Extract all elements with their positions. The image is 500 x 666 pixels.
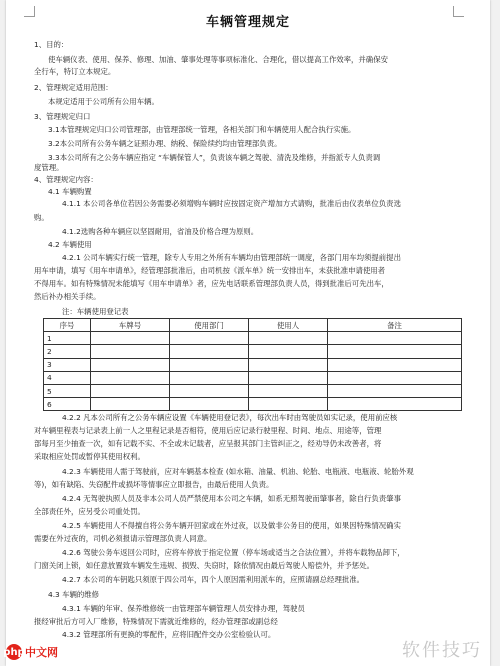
paragraph-line: 不得用车。如有特殊情况未能填写《用车申请单》者，应先电话联系管理部负责人员，得到批准后可先出车， <box>34 279 389 288</box>
table-cell <box>170 332 249 345</box>
paragraph-line: 3.2本公司所有公务车辆之证照办理、纳税、保险续约均由管理部负责。 <box>48 139 282 148</box>
table-header-cell: 备注 <box>328 319 462 332</box>
paragraph-line: 然后补办相关手续。 <box>34 292 101 301</box>
paragraph-line: 对车辆里程表与记录表上前一人之里程记录是否相符，使用后应记录行驶里程、时间、地点、用途等，管理 <box>34 426 382 435</box>
table-cell <box>249 332 328 345</box>
table-cell <box>249 398 328 411</box>
paragraph-line: 4.2.5 车辆使用人不得擅自将公务车辆开回家或在外过夜，以及做非公务目的使用，如果因特殊情况确实 <box>62 521 401 530</box>
table-row <box>44 371 462 384</box>
paragraph-line: 4.2.7 本公司的车钥匙只须原于四公司车，四个人原因需利用派车的，应照请副总经理批准。 <box>62 575 365 584</box>
table-cell: 4 <box>44 371 91 384</box>
paragraph-line: 等)，如有缺陷、失窃配件或损坏等情事应立即报告，由最后使用人负责。 <box>34 480 274 489</box>
table-cell <box>170 345 249 358</box>
paragraph-line: 4.3.1 车辆的年审、保养维修统一由管理部车辆管理人员安排办理，驾驶员 <box>62 604 305 613</box>
paragraph-line: 使车辆仪表、使用、保养、修理、加油、肇事处理等事项标准化、合理化，借以提高工作效率，并确保安 <box>48 55 388 64</box>
paragraph-line: 全部责任外，应另受公司重处罚。 <box>34 507 145 516</box>
table-cell: 6 <box>44 398 91 411</box>
table-row <box>44 345 462 358</box>
vehicle-usage-log-table <box>43 318 462 411</box>
table-cell <box>249 384 328 397</box>
table-cell <box>91 332 170 345</box>
section-heading: 3、管理规定归口 <box>34 112 91 121</box>
table-cell <box>328 371 462 384</box>
table-header-cell: 车牌号 <box>91 319 170 332</box>
table-cell: 2 <box>44 345 91 358</box>
section-heading: 2、管理规定适用范围： <box>34 83 113 92</box>
table-row <box>44 398 462 411</box>
logo-text: 中文网 <box>25 646 58 659</box>
table-cell <box>249 358 328 371</box>
table-caption: 注：车辆使用登记表 <box>62 307 129 316</box>
paragraph-line: 报经审批后方可入厂维修，特殊情况下需就近维修的，经办管理部或副总经 <box>34 617 278 626</box>
table-header-cell: 使用部门 <box>170 319 249 332</box>
paragraph-line: 采取相应处罚或暂停其使用权利。 <box>34 452 145 461</box>
subsection-heading: 4.2 车辆使用 <box>48 240 92 249</box>
paragraph-line: 4.2.6 驾驶公务车返回公司时，应将车停放于指定位置（停车场或适当之合法位置），并将车载物品卸下， <box>62 548 405 557</box>
paragraph-line: 4.3.2 管理部所有更换的零配件，应将旧配件交办公室检验认可。 <box>62 630 276 639</box>
paragraph-line: 全行车，特订立本规定。 <box>34 67 116 76</box>
table-cell: 5 <box>44 384 91 397</box>
table-cell <box>91 371 170 384</box>
paragraph-line: 4.2.1 公司车辆实行统一管理，除专人专用之外所有车辆均由管理部统一调度，各部门用车均须提前提出 <box>62 253 401 262</box>
table-cell: 1 <box>44 332 91 345</box>
table-header-cell: 使用人 <box>249 319 328 332</box>
subsection-heading: 4.3 车辆的维修 <box>48 590 100 599</box>
paragraph-line: 3.3本公司所有之公务车辆应指定 “车辆保管人”，负责该车辆之驾驶、清洗及维修，并指派专人负责调 <box>48 153 381 162</box>
table-row <box>44 384 462 397</box>
table-cell <box>91 358 170 371</box>
table-cell <box>170 398 249 411</box>
paragraph-line: 部每月至少抽查一次，如有记载不实、不全或未记载者，应呈报其部门主管纠正之，经劝导仍未改善者，将 <box>34 439 382 448</box>
table-cell: 3 <box>44 358 91 371</box>
paragraph-line: 4.2.2 凡本公司所有之公务车辆应设置《车辆使用登记表》，每次出车时由驾驶员如实记录，使用前应核 <box>62 413 398 422</box>
table-cell <box>328 332 462 345</box>
php-logo-icon: php <box>6 644 22 660</box>
paragraph-line: 用车申请，填写《用车申请单》，经管理部批准后，由司机按《派车单》统一安排出车，未获批准申请使用者 <box>34 266 386 275</box>
table-cell <box>249 371 328 384</box>
table-cell <box>91 345 170 358</box>
paragraph-line: 4.1.2选购各种车辆应以坚固耐用，省油及价格合理为原则。 <box>62 227 259 236</box>
table-row <box>44 358 462 371</box>
paragraph-line: 3.1本管理规定归口公司管理部，由管理部统一管理，各相关部门和车辆使用人配合执行实施。 <box>48 125 356 134</box>
table-cell <box>170 384 249 397</box>
table-cell <box>170 371 249 384</box>
table-cell <box>170 358 249 371</box>
table-cell <box>91 398 170 411</box>
table-cell <box>328 384 462 397</box>
paragraph-line: 4.2.3 车辆使用人需于驾驶前，应对车辆基本检查 (如水箱、油量、机油、轮胎、电瓶液、电瓶液、轮胎外观 <box>62 467 414 476</box>
paragraph-line: 需要在外过夜的，司机必须报请示管理部负责人同意。 <box>34 534 212 543</box>
table-header-cell: 序号 <box>44 319 91 332</box>
subsection-heading: 4.1 车辆购置 <box>48 187 92 196</box>
watermark-text: 软件技巧 <box>402 640 482 661</box>
paragraph-line: 购。 <box>34 213 49 222</box>
paragraph-line: 度管理。 <box>34 163 64 172</box>
paragraph-line: 门窗关闭上锁，如任意放置致车辆发生违规、损毁、失窃时，除依情况由最后驾驶人赔偿外，并予惩处。 <box>34 561 374 570</box>
paragraph-line: 4.2.4 无驾驶执照人员及非本公司人员严禁使用本公司之车辆，如系无照驾驶而肇事者，除自行负责肇事 <box>62 494 401 503</box>
table-cell <box>249 345 328 358</box>
document-page <box>6 0 490 666</box>
table-row <box>44 332 462 345</box>
document-title: 车辆管理规定 <box>205 15 290 30</box>
table-header-row <box>44 319 462 332</box>
table-cell <box>91 384 170 397</box>
site-logo <box>3 644 58 660</box>
section-heading: 1、目的： <box>34 40 69 49</box>
table-cell <box>328 358 462 371</box>
paragraph-line: 本规定适用于公司所有公用车辆。 <box>48 97 159 106</box>
table-cell <box>328 398 462 411</box>
table-cell <box>328 345 462 358</box>
section-heading: 4、管理规定内容： <box>34 175 98 184</box>
paragraph-line: 4.1.1 本公司各单位若因公务需要必须增购车辆时应按固定资产增加方式请购，批准后由仪表单位负责选 <box>62 199 401 208</box>
